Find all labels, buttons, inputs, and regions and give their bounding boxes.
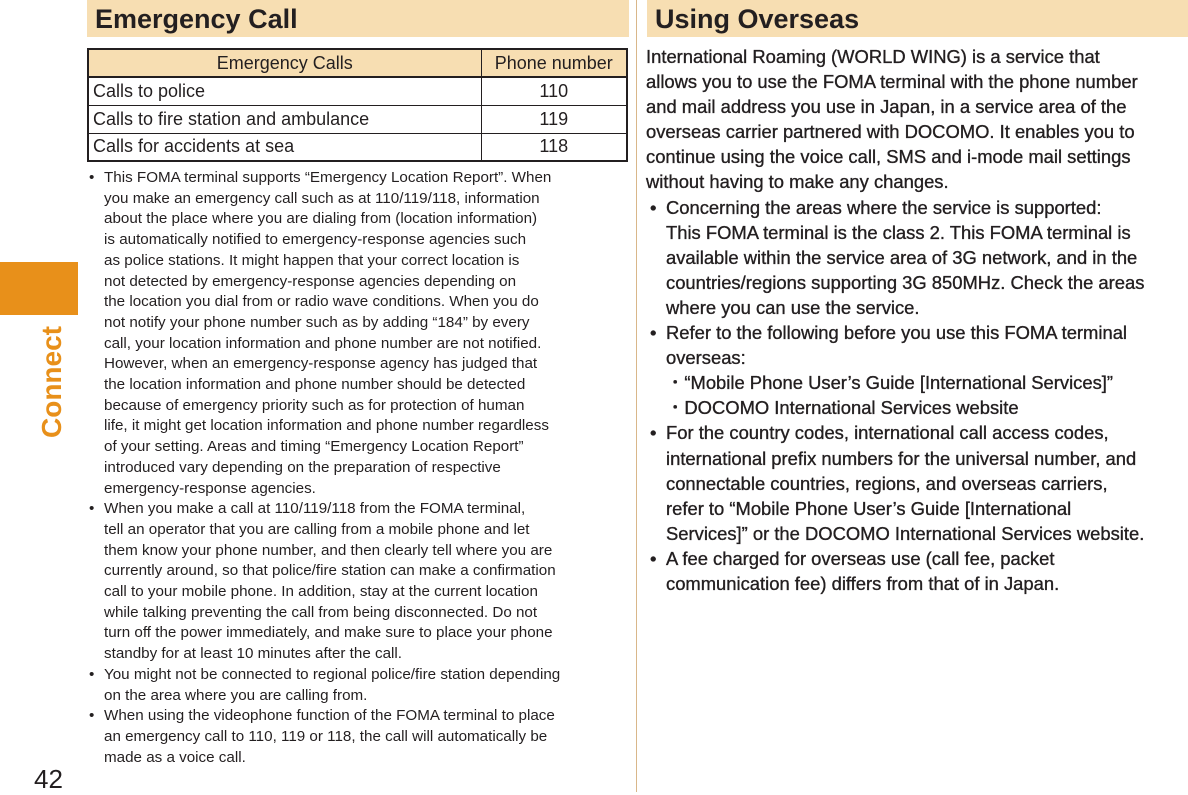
- bullet-icon: •: [650, 422, 657, 444]
- bullet-icon: •: [650, 322, 657, 344]
- text-line: For the country codes, international call access codes,: [666, 422, 1109, 444]
- text-line: not notify your phone number such as by adding “184” by every: [104, 313, 530, 331]
- text-line: emergency-response agencies.: [104, 479, 316, 497]
- column-header: Emergency Calls: [88, 49, 481, 77]
- text-line: on the area where you are calling from.: [104, 686, 368, 704]
- text-line: call to your mobile phone. In addition, stay at the current location: [104, 583, 538, 601]
- table-header-row: [88, 49, 627, 77]
- phone-number: 118: [481, 133, 627, 161]
- emergency-numbers-table: [87, 48, 628, 162]
- text-line: not detected by emergency-response agencies depending on: [104, 272, 517, 290]
- bullet-item: [646, 320, 1188, 420]
- text-line: overseas carrier partnered with DOCOMO. It enables you to: [646, 121, 1135, 143]
- text-line: because of emergency priority such as for protection of human: [104, 396, 525, 414]
- call-type: Calls to fire station and ambulance: [88, 105, 481, 133]
- text-line: standby for at least 10 minutes after the call.: [104, 645, 403, 663]
- call-type: Calls to police: [88, 77, 481, 105]
- text-line: of your setting. Areas and timing “Emergency Location Report”: [104, 438, 524, 456]
- text-line: the location information and phone number should be detected: [104, 376, 526, 394]
- bullet-icon: •: [89, 707, 95, 725]
- text-line: Refer to the following before you use this FOMA terminal: [666, 322, 1128, 344]
- bullet-item: [87, 665, 632, 706]
- bullet-icon: •: [89, 169, 95, 186]
- text-line: ・“Mobile Phone User’s Guide [International Services]”: [666, 372, 1114, 394]
- overseas-body: [646, 44, 1188, 596]
- text-line: International Roaming (WORLD WING) is a service that: [646, 46, 1100, 67]
- bullet-icon: •: [650, 547, 657, 569]
- using-overseas-heading: Using Overseas: [647, 0, 1188, 37]
- text-line: you make an emergency call such as at 110/119/118, information: [104, 189, 540, 207]
- bullet-item: [646, 195, 1188, 320]
- text-line: without having to make any changes.: [646, 171, 949, 193]
- column-divider: [636, 0, 637, 792]
- text-line: turn off the power immediately, and make sure to place your phone: [104, 624, 553, 642]
- text-line: introduced vary depending on the preparation of respective: [104, 458, 501, 476]
- bullet-item: [646, 546, 1188, 596]
- text-line: while talking preventing the call from being disconnected. Do not: [104, 603, 538, 621]
- table-row: [88, 105, 627, 133]
- text-line: When using the videophone function of the FOMA terminal to place: [104, 707, 555, 725]
- text-line: continue using the voice call, SMS and i-mode mail settings: [646, 146, 1131, 168]
- bullet-item: [646, 420, 1188, 545]
- text-line: the location you dial from or radio wave conditions. When you do: [104, 293, 539, 311]
- text-line: and mail address you use in Japan, in a service area of the: [646, 96, 1127, 118]
- text-line: Concerning the areas where the service is supported:: [666, 196, 1102, 218]
- emergency-call-heading: Emergency Call: [87, 0, 629, 37]
- text-line: Services]” or the DOCOMO International Services website.: [666, 522, 1145, 544]
- text-line: overseas:: [666, 347, 746, 369]
- text-line: is automatically notified to emergency-response agencies such: [104, 231, 527, 249]
- text-line: them know your phone number, and then clearly tell where you are: [104, 541, 553, 559]
- text-line: When you make a call at 110/119/118 from the FOMA terminal,: [104, 500, 526, 518]
- table-row: [88, 77, 627, 105]
- bullet-icon: •: [89, 500, 95, 518]
- text-line: call, your location information and phone number are not notified.: [104, 334, 542, 352]
- section-label: Connect: [36, 326, 67, 438]
- text-line: refer to “Mobile Phone User’s Guide [International: [666, 497, 1072, 519]
- call-type: Calls for accidents at sea: [88, 133, 481, 161]
- text-line: ・DOCOMO International Services website: [666, 397, 1019, 419]
- text-line: about the place where you are dialing from (location information): [104, 210, 538, 228]
- text-line: This FOMA terminal is the class 2. This FOMA terminal is: [666, 221, 1131, 243]
- text-line: tell an operator that you are calling from a mobile phone and let: [104, 520, 530, 538]
- bullet-item: [87, 499, 632, 665]
- table-row: [88, 133, 627, 161]
- phone-number: 110: [481, 77, 627, 105]
- text-line: communication fee) differs from that of in Japan.: [666, 572, 1060, 594]
- bullet-icon: •: [650, 196, 657, 218]
- bullet-icon: •: [89, 665, 95, 683]
- text-line: life, it might get location information and phone number regardless: [104, 417, 549, 435]
- text-line: This FOMA terminal supports “Emergency Location Report”. When: [104, 169, 552, 186]
- text-line: where you can use the service.: [666, 296, 920, 318]
- text-line: as police stations. It might happen that your correct location is: [104, 251, 520, 269]
- bullet-item: [87, 706, 632, 768]
- overseas-intro: [646, 44, 1188, 195]
- bullet-item: [87, 168, 632, 499]
- text-line: made as a voice call.: [104, 748, 246, 766]
- overseas-notes: [646, 195, 1188, 597]
- text-line: connectable countries, regions, and overseas carriers,: [666, 472, 1108, 494]
- column-header: Phone number: [481, 49, 627, 77]
- text-line: You might not be connected to regional police/fire station depending: [104, 665, 561, 683]
- section-tab: [0, 262, 78, 315]
- text-line: an emergency call to 110, 119 or 118, the call will automatically be: [104, 727, 548, 745]
- text-line: allows you to use the FOMA terminal with the phone number: [646, 71, 1138, 93]
- text-line: available within the service area of 3G network, and in the: [666, 246, 1138, 268]
- phone-number: 119: [481, 105, 627, 133]
- emergency-notes: [87, 168, 632, 768]
- page-number: 42: [34, 764, 63, 794]
- text-line: A fee charged for overseas use (call fee, packet: [666, 547, 1055, 569]
- text-line: international prefix numbers for the universal number, and: [666, 447, 1137, 469]
- text-line: countries/regions supporting 3G 850MHz. Check the areas: [666, 271, 1145, 293]
- text-line: However, when an emergency-response agency has judged that: [104, 355, 538, 373]
- text-line: currently around, so that police/fire station can make a confirmation: [104, 562, 556, 580]
